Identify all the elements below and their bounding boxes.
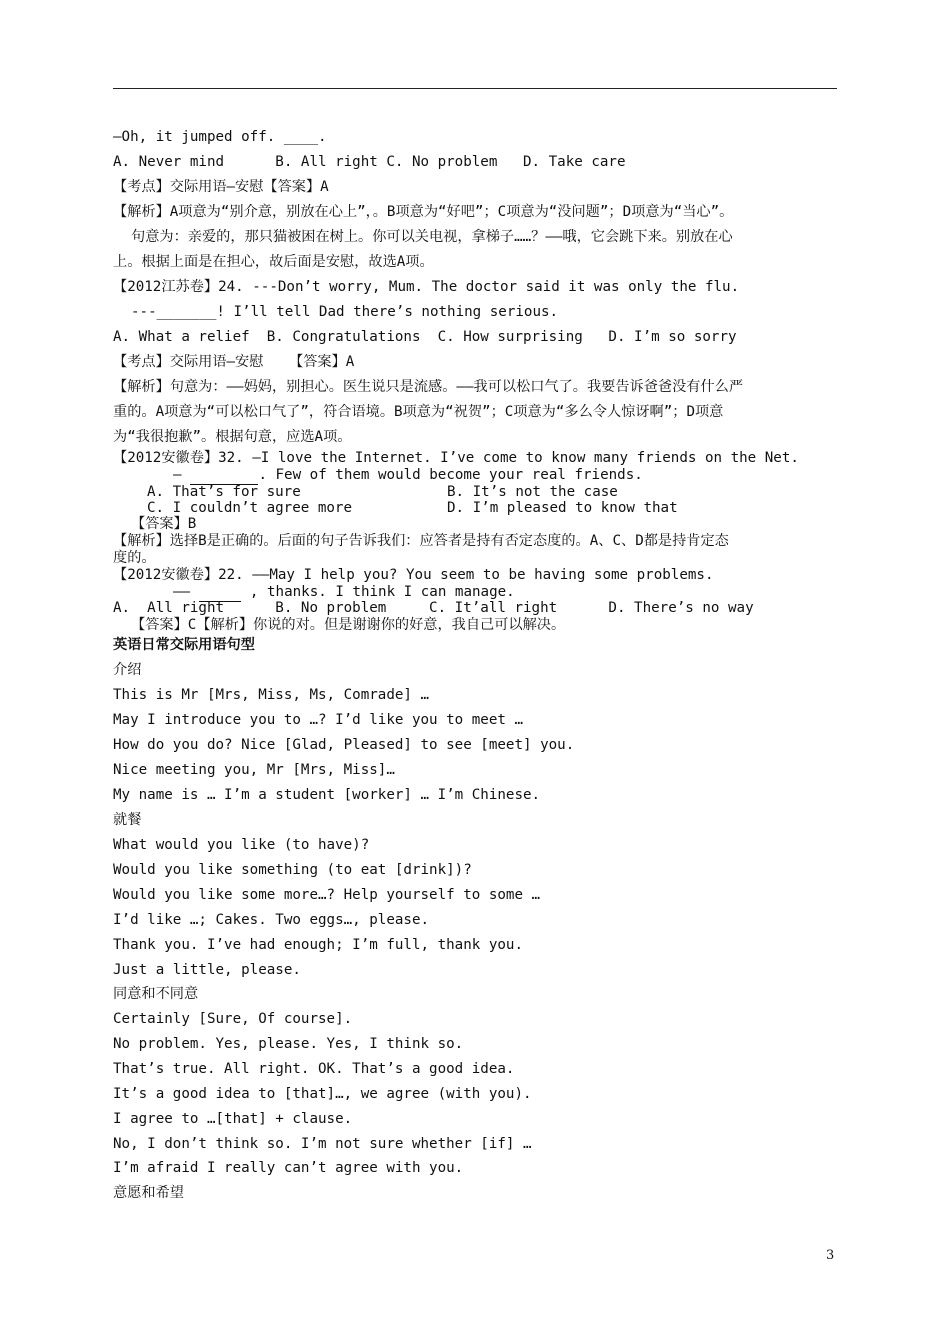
- phrase-line: Thank you. I’ve had enough; I’m full, thank you.: [113, 937, 523, 953]
- dash: —: [173, 467, 182, 483]
- key-point-answer: 【考点】交际用语—安慰【答案】A: [113, 179, 329, 195]
- analysis-line: 上。根据上面是在担心，故后面是安慰，故选A项。: [113, 254, 434, 270]
- options-line: A. Never mind B. All right C. No problem D. Take care: [113, 154, 626, 170]
- subheading: 就餐: [113, 812, 142, 828]
- phrase-line: What would you like (to have)?: [113, 837, 370, 853]
- analysis-line: 句意为：亲爱的，那只猫被困在树上。你可以关电视，拿梯子……？——哦，它会跳下来。别放在心: [131, 229, 733, 245]
- phrase-line: I agree to …[that] + clause.: [113, 1111, 353, 1127]
- phrase-line: Would you like something (to eat [drink])?: [113, 862, 472, 878]
- analysis-line: 【解析】A项意为“别介意，别放在心上”，。B项意为“好吧”；C项意为“没问题”；D项意为“当心”。: [113, 204, 734, 220]
- options-line: A. What a relief B. Congratulations C. How surprising D. I’m so sorry: [113, 329, 737, 345]
- question-text: . Few of them would become your real friends.: [258, 467, 643, 483]
- options-line: A. All right B. No problem C. It’all right D. There’s no way: [113, 600, 754, 616]
- phrase-line: Nice meeting you, Mr [Mrs, Miss]…: [113, 762, 395, 778]
- phrase-line: I’d like …; Cakes. Two eggs…, please.: [113, 912, 430, 928]
- question-line: [173, 467, 643, 485]
- question-line: 【2012江苏卷】24. ---Don’t worry, Mum. The doctor said it was only the flu.: [113, 279, 740, 295]
- answer-blank: [190, 467, 258, 485]
- analysis-line: 度的。: [113, 550, 156, 566]
- analysis-line: 重的。A项意为“可以松口气了”，符合语境。B项意为“祝贺”；C项意为“多么令人惊讶啊”；D项意: [113, 404, 724, 420]
- option-a: A. That’s for sure: [147, 484, 301, 500]
- subheading: 意愿和希望: [113, 1185, 184, 1201]
- analysis-line: 为“我很抱歉”。根据句意，应选A项。: [113, 429, 352, 445]
- subheading: 介绍: [113, 662, 142, 678]
- option-d: D. I’m pleased to know that: [447, 500, 678, 516]
- phrase-line: How do you do? Nice [Glad, Pleased] to see [meet] you.: [113, 737, 575, 753]
- section-heading: 英语日常交际用语句型: [113, 637, 255, 653]
- page-number: 3: [826, 1248, 835, 1263]
- phrase-line: No problem. Yes, please. Yes, I think so.: [113, 1036, 464, 1052]
- phrase-line: My name is … I’m a student [worker] … I’m Chinese.: [113, 787, 541, 803]
- question-text: , thanks. I think I can manage.: [241, 584, 515, 600]
- header-rule: [113, 88, 837, 89]
- phrase-line: That’s true. All right. OK. That’s a good idea.: [113, 1061, 515, 1077]
- option-b: B. It’s not the case: [447, 484, 618, 500]
- text-line: —Oh, it jumped off. ____.: [113, 129, 327, 145]
- phrase-line: It’s a good idea to [that]…, we agree (with you).: [113, 1086, 532, 1102]
- analysis-line: 【解析】选择B是正确的。后面的句子告诉我们：应答者是持有否定态度的。A、C、D都是持肯定态: [113, 533, 729, 549]
- question-line: 【2012安徽卷】22. ——May I help you? You seem to be having some problems.: [113, 567, 714, 583]
- question-line: 【2012安徽卷】32. —I love the Internet. I’ve come to know many friends on the Net.: [113, 450, 799, 466]
- answer-line: 【答案】B: [131, 516, 197, 532]
- phrase-line: Would you like some more…? Help yourself to some …: [113, 887, 541, 903]
- phrase-line: Certainly [Sure, Of course].: [113, 1011, 353, 1027]
- question-line: ---_______! I’ll tell Dad there’s nothing serious.: [131, 304, 559, 320]
- key-point-answer: 【考点】交际用语—安慰 【答案】A: [113, 354, 355, 370]
- option-c: C. I couldn’t agree more: [147, 500, 352, 516]
- subheading: 同意和不同意: [113, 986, 199, 1002]
- phrase-line: Just a little, please.: [113, 962, 301, 978]
- analysis-line: 【解析】句意为：——妈妈，别担心。医生说只是流感。——我可以松口气了。我要告诉爸爸没有什么严: [113, 379, 744, 395]
- phrase-line: This is Mr [Mrs, Miss, Ms, Comrade] …: [113, 687, 430, 703]
- dash: ——: [173, 584, 191, 600]
- phrase-line: May I introduce you to …? I’d like you to meet …: [113, 712, 523, 728]
- phrase-line: No, I don’t think so. I’m not sure whether [if] …: [113, 1136, 532, 1152]
- phrase-line: I’m afraid I really can’t agree with you.: [113, 1160, 464, 1176]
- answer-analysis-line: 【答案】C【解析】你说的对。但是谢谢你的好意，我自己可以解决。: [131, 617, 566, 633]
